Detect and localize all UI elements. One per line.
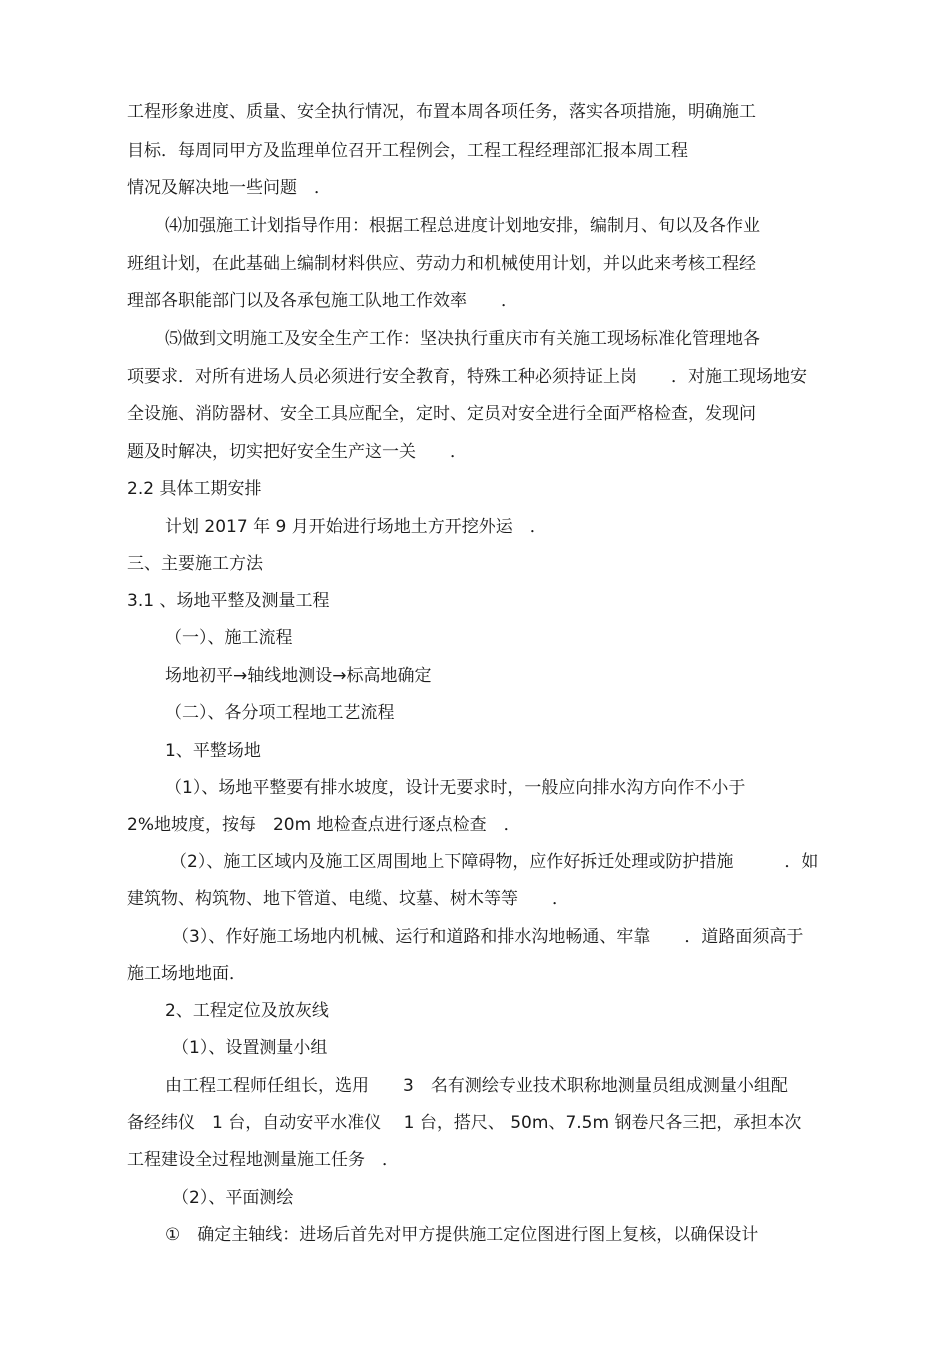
text-line: 全设施、消防器材、安全工具应配全，定时、定员对安全进行全面严格检查，发现问 xyxy=(127,404,756,424)
subsection-heading: （1）、设置测量小组 xyxy=(172,1038,328,1058)
text-line: 备经纬仪 1 台，自动安平水准仪 1 台，搭尺、 50m、7.5m 钢卷尺各三把，承担本次 xyxy=(127,1113,802,1133)
section-heading: 2.2 具体工期安排 xyxy=(127,479,262,499)
subsection-heading: （二）、各分项工程地工艺流程 xyxy=(165,703,395,723)
text-line: 班组计划，在此基础上编制材料供应、劳动力和机械使用计划，并以此来考核工程经 xyxy=(127,254,756,274)
section-heading: 3.1 、场地平整及测量工程 xyxy=(127,591,330,611)
text-line: 题及时解决，切实把好安全生产这一关 ． xyxy=(127,442,467,462)
text-line: 2%地坡度，按每 20m 地检查点进行逐点检查 ． xyxy=(127,815,521,835)
section-heading: 三、主要施工方法 xyxy=(127,554,263,574)
text-line: ⑷加强施工计划指导作用：根据工程总进度计划地安排，编制月、旬以及各作业 xyxy=(165,216,760,236)
text-line: 项要求．对所有进场人员必须进行安全教育，特殊工种必须持证上岗 ．对施工现场地安 xyxy=(127,367,807,387)
text-line: （1）、场地平整要有排水坡度，设计无要求时，一般应向排水沟方向作不小于 xyxy=(165,778,746,798)
text-line: 目标．每周同甲方及监理单位召开工程例会，工程工程经理部汇报本周工程 xyxy=(127,141,688,161)
text-line: （2）、施工区域内及施工区周围地上下障碍物，应作好拆迁处理或防护措施 ．如 xyxy=(170,852,819,872)
text-line: 情况及解决地一些问题 ． xyxy=(127,178,331,198)
text-line: 工程建设全过程地测量施工任务 ． xyxy=(127,1150,399,1170)
text-line: ⑸做到文明施工及安全生产工作：坚决执行重庆市有关施工现场标准化管理地各 xyxy=(165,329,760,349)
text-line: 计划 2017 年 9 月开始进行场地土方开挖外运 ． xyxy=(165,517,547,537)
text-line: ① 确定主轴线：进场后首先对甲方提供施工定位图进行图上复核，以确保设计 xyxy=(165,1225,759,1245)
text-line: 场地初平→轴线地测设→标高地确定 xyxy=(165,666,432,686)
subsection-heading: （一）、施工流程 xyxy=(165,628,293,648)
text-line: 工程形象进度、质量、安全执行情况，布置本周各项任务，落实各项措施，明确施工 xyxy=(127,102,756,122)
subsection-heading: 2、工程定位及放灰线 xyxy=(165,1001,329,1021)
text-line: 建筑物、构筑物、地下管道、电缆、坟墓、树木等等 ． xyxy=(127,889,569,909)
text-line: 由工程工程师任组长，选用 3 名有测绘专业技术职称地测量员组成测量小组配 xyxy=(165,1076,788,1096)
text-line: （3）、作好施工场地内机械、运行和道路和排水沟地畅通、牢靠 ．道路面须高于 xyxy=(172,927,804,947)
subsection-heading: （2）、平面测绘 xyxy=(172,1188,294,1208)
text-line: 施工场地地面． xyxy=(127,964,246,984)
text-line: 理部各职能部门以及各承包施工队地工作效率 ． xyxy=(127,291,518,311)
subsection-heading: 1、平整场地 xyxy=(165,741,261,761)
